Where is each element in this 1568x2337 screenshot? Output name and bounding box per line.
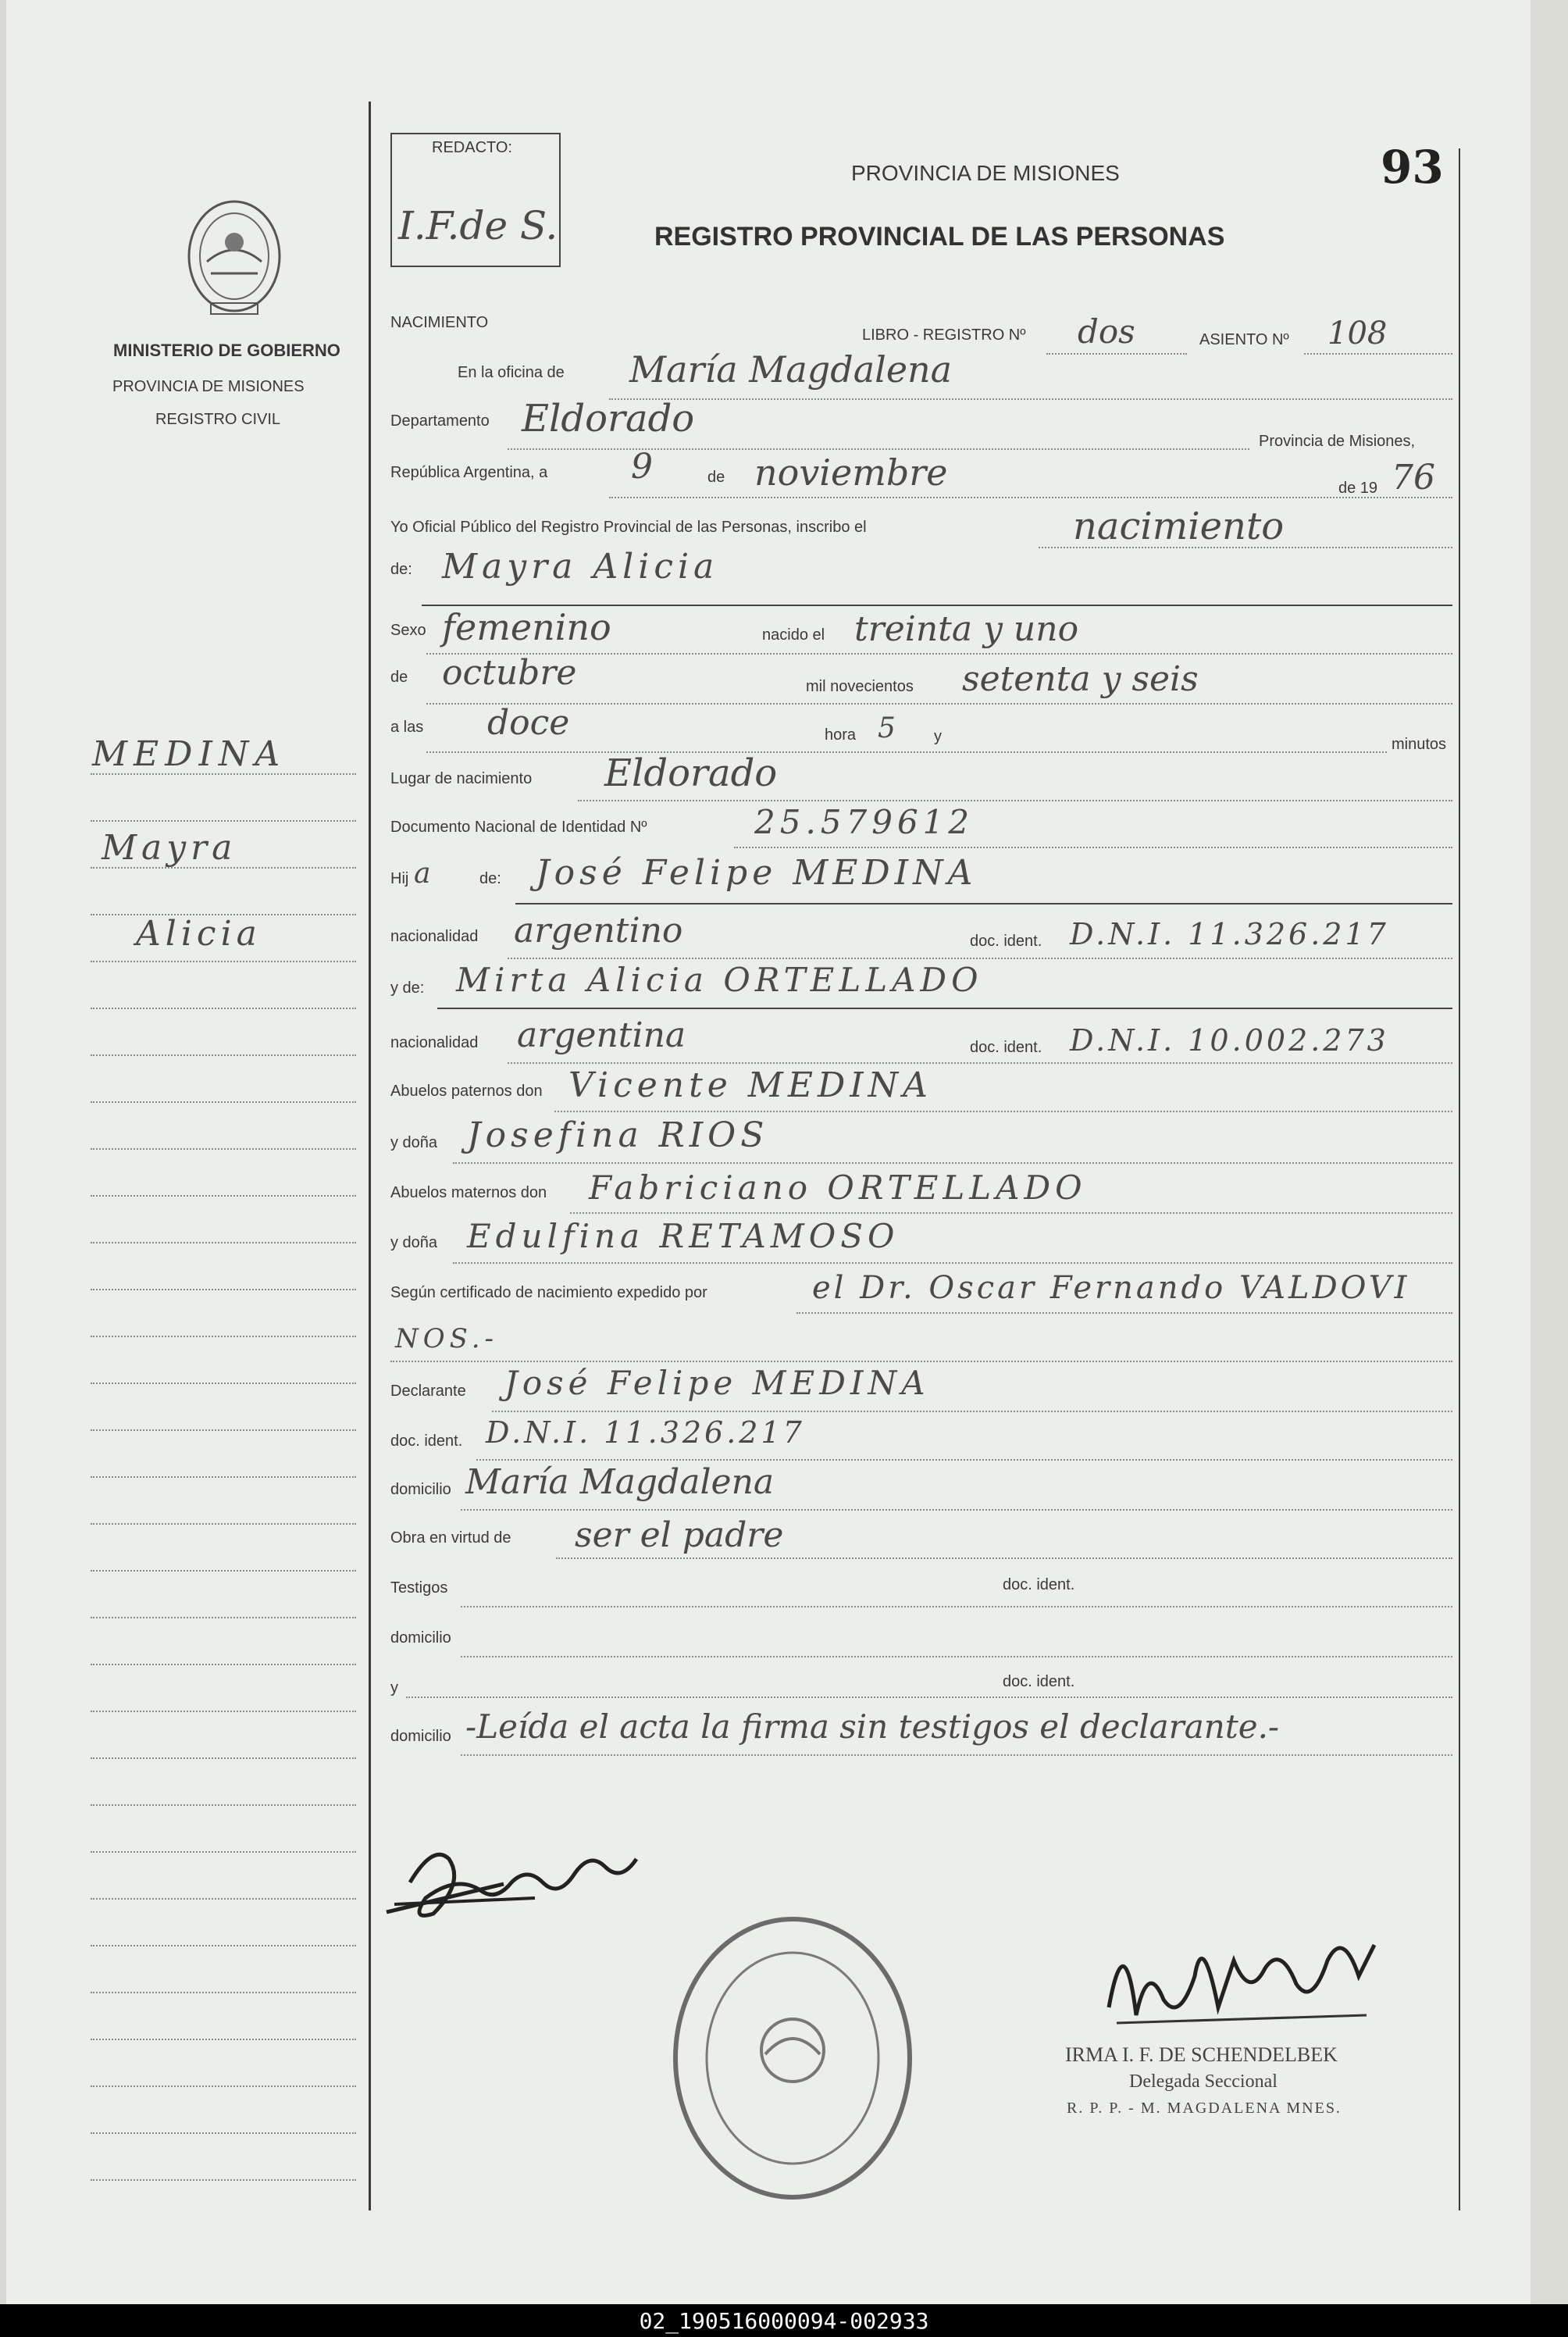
margin-line bbox=[91, 1945, 356, 1946]
mother-rule bbox=[437, 1008, 1452, 1009]
domicilio-declarante-line bbox=[461, 1509, 1452, 1511]
docid-mother-label: doc. ident. bbox=[970, 1039, 1042, 1056]
official-name: IRMA I. F. DE SCHENDELBEK bbox=[1065, 2043, 1338, 2066]
oficial-line bbox=[1039, 547, 1452, 548]
testigos-line bbox=[461, 1606, 1452, 1607]
margin-line bbox=[91, 773, 356, 775]
year-value: 76 bbox=[1392, 458, 1435, 498]
mil-value: setenta y seis bbox=[962, 659, 1199, 699]
abuelos-maternos-label: Abuelos maternos don bbox=[390, 1184, 547, 1201]
docid-declarante-line bbox=[476, 1459, 1452, 1461]
lugar-label: Lugar de nacimiento bbox=[390, 770, 533, 787]
libro-value: dos bbox=[1078, 312, 1135, 351]
certificado-value: el Dr. Oscar Fernando VALDOVI bbox=[812, 1270, 1410, 1306]
ydona-paternal-value: Josefina RIOS bbox=[467, 1115, 769, 1155]
margin-line bbox=[91, 2132, 356, 2134]
nacido-value: treinta y uno bbox=[854, 609, 1079, 649]
oficina-value: María Magdalena bbox=[629, 348, 953, 391]
margin-line bbox=[91, 1804, 356, 1806]
ministry-label: MINISTERIO DE GOBIERNO bbox=[113, 341, 340, 360]
hijo-suffix: a bbox=[414, 858, 431, 890]
margin-line bbox=[91, 867, 356, 869]
dni-value: 25.579612 bbox=[754, 803, 975, 841]
margin-line bbox=[91, 1851, 356, 1853]
year-label: de 19 bbox=[1338, 480, 1378, 497]
domicilio-declarante-label: domicilio bbox=[390, 1481, 451, 1498]
margin-line bbox=[91, 1617, 356, 1618]
margin-middle-name: Alicia bbox=[136, 914, 262, 954]
redacto-value: I.F.de S. bbox=[398, 203, 558, 248]
declarant-signature-icon bbox=[379, 1828, 644, 1929]
nacionalidad-father-line bbox=[508, 958, 1452, 959]
birth-month-value: octubre bbox=[442, 653, 577, 693]
page-edge bbox=[1531, 0, 1568, 2304]
closing-statement: -Leída el acta la firma sin testigos el declarante.- bbox=[465, 1707, 1280, 1746]
dni-line bbox=[734, 847, 1452, 848]
obra-line bbox=[556, 1557, 1452, 1559]
de-birth-month-label: de bbox=[390, 669, 408, 686]
nacionalidad-mother-line bbox=[508, 1062, 1452, 1064]
departamento-line bbox=[508, 448, 1249, 450]
nacido-label: nacido el bbox=[762, 626, 825, 644]
domicilio-testigo2-label: domicilio bbox=[390, 1728, 451, 1745]
nacionalidad-father-value: argentino bbox=[514, 911, 683, 951]
margin-line bbox=[91, 1148, 356, 1150]
margin-line bbox=[91, 1664, 356, 1665]
margin-line bbox=[91, 1336, 356, 1337]
declarante-line bbox=[492, 1411, 1452, 1412]
ydona-paternal-label: y doña bbox=[390, 1134, 438, 1151]
official-office: R. P. P. - M. MAGDALENA MNES. bbox=[1067, 2100, 1342, 2117]
margin-line bbox=[91, 1008, 356, 1009]
registry-label: REGISTRO CIVIL bbox=[155, 411, 281, 428]
ydona-maternal-value: Edulfina RETAMOSO bbox=[467, 1217, 900, 1255]
alas-value: doce bbox=[487, 703, 570, 743]
oficial-value: nacimiento bbox=[1073, 505, 1285, 548]
departamento-label: Departamento bbox=[390, 412, 490, 430]
margin-line bbox=[91, 1195, 356, 1197]
ydona-paternal-line bbox=[453, 1162, 1452, 1164]
alas-label: a las bbox=[390, 719, 424, 736]
y-minutes-label: y bbox=[934, 728, 942, 745]
margin-line bbox=[91, 1476, 356, 1478]
docid-testigo1-label: doc. ident. bbox=[1003, 1576, 1075, 1593]
redacto-label: REDACTO: bbox=[432, 139, 512, 156]
testigo2-y-label: y bbox=[390, 1679, 398, 1697]
margin-line bbox=[91, 2179, 356, 2181]
child-name-value: Mayra Alicia bbox=[442, 547, 719, 587]
departamento-value: Eldorado bbox=[522, 397, 695, 441]
birth-month-line bbox=[426, 703, 1452, 705]
margin-surname: MEDINA bbox=[92, 734, 287, 774]
minutos-label: minutos bbox=[1392, 736, 1447, 753]
obra-label: Obra en virtud de bbox=[390, 1529, 511, 1547]
domicilio-testigo2-line bbox=[461, 1754, 1452, 1756]
obra-value: ser el padre bbox=[575, 1515, 784, 1555]
lugar-line bbox=[578, 800, 1452, 801]
nacionalidad-mother-label: nacionalidad bbox=[390, 1034, 479, 1051]
registry-stamp-icon bbox=[664, 1906, 921, 2210]
certificado-line bbox=[796, 1312, 1452, 1314]
margin-line bbox=[91, 914, 356, 915]
margin-line bbox=[91, 1383, 356, 1384]
header-province: PROVINCIA DE MISIONES bbox=[851, 161, 1120, 185]
margin-line bbox=[91, 1570, 356, 1572]
asiento-label: ASIENTO Nº bbox=[1199, 331, 1289, 348]
libro-line bbox=[1046, 353, 1187, 355]
margin-line bbox=[91, 1898, 356, 1900]
republica-label: República Argentina, a bbox=[390, 464, 548, 481]
margin-line bbox=[91, 820, 356, 822]
margin-line bbox=[91, 1711, 356, 1712]
margin-first-name: Mayra bbox=[102, 828, 237, 868]
declarante-label: Declarante bbox=[390, 1383, 466, 1400]
month-value: noviembre bbox=[754, 451, 948, 494]
margin-line bbox=[91, 1523, 356, 1525]
docid-father-value: D.N.I. 11.326.217 bbox=[1070, 917, 1389, 951]
margin-line bbox=[91, 2039, 356, 2040]
image-code: 02_190516000094-002933 bbox=[639, 2308, 929, 2334]
docid-father-label: doc. ident. bbox=[970, 933, 1042, 950]
provincia-label: Provincia de Misiones, bbox=[1259, 433, 1416, 450]
docid-declarante-value: D.N.I. 11.326.217 bbox=[486, 1415, 805, 1450]
mil-label: mil novecientos bbox=[806, 678, 914, 695]
official-signature-icon bbox=[1101, 1914, 1382, 2054]
nacionalidad-father-label: nacionalidad bbox=[390, 928, 479, 945]
margin-line bbox=[91, 1054, 356, 1056]
abuelos-paternos-value: Vicente MEDINA bbox=[568, 1065, 932, 1105]
margin-line bbox=[91, 1992, 356, 1993]
abuelos-paternos-line bbox=[554, 1111, 1452, 1112]
oficina-label: En la oficina de bbox=[458, 364, 565, 381]
docid-declarante-label: doc. ident. bbox=[390, 1433, 463, 1450]
margin-line bbox=[91, 1757, 356, 1759]
father-value: José Felipe MEDINA bbox=[536, 853, 978, 893]
testigo2-line bbox=[406, 1697, 1452, 1698]
declarante-value: José Felipe MEDINA bbox=[504, 1364, 930, 1402]
abuelos-paternos-label: Abuelos paternos don bbox=[390, 1083, 543, 1100]
margin-line bbox=[91, 961, 356, 962]
yde-label: y de: bbox=[390, 979, 425, 997]
hora-value: 5 bbox=[878, 712, 896, 744]
left-province-label: PROVINCIA DE MISIONES bbox=[112, 378, 305, 395]
docid-testigo2-label: doc. ident. bbox=[1003, 1673, 1075, 1690]
mother-value: Mirta Alicia ORTELLADO bbox=[456, 961, 983, 999]
sexo-value: femenino bbox=[442, 606, 611, 648]
dni-label: Documento Nacional de Identidad Nº bbox=[390, 819, 647, 836]
margin-line bbox=[91, 1429, 356, 1431]
margin-line bbox=[91, 1242, 356, 1243]
oficina-line bbox=[609, 398, 1452, 400]
hijo-de-label: de: bbox=[479, 870, 501, 887]
nacimiento-label: NACIMIENTO bbox=[390, 314, 489, 331]
document-title: REGISTRO PROVINCIAL DE LAS PERSONAS bbox=[654, 222, 1225, 252]
certificado-line-2 bbox=[390, 1361, 1452, 1362]
left-panel-rule bbox=[369, 102, 371, 2210]
nacionalidad-mother-value: argentina bbox=[517, 1015, 686, 1055]
oficial-label: Yo Oficial Público del Registro Provincial de las Personas, inscribo el bbox=[390, 519, 867, 536]
provincial-seal-icon bbox=[180, 195, 289, 320]
abuelos-maternos-line bbox=[570, 1212, 1452, 1214]
margin-line bbox=[91, 2085, 356, 2087]
de-month-label: de bbox=[707, 469, 725, 486]
asiento-value: 108 bbox=[1327, 316, 1388, 351]
domicilio-declarante-value: María Magdalena bbox=[465, 1462, 775, 1502]
asiento-line bbox=[1304, 353, 1452, 355]
abuelos-maternos-value: Fabriciano ORTELLADO bbox=[589, 1168, 1087, 1207]
hora-line bbox=[426, 751, 1387, 753]
day-value: 9 bbox=[631, 447, 653, 487]
domicilio-testigo1-line bbox=[461, 1656, 1452, 1657]
margin-line bbox=[91, 1101, 356, 1103]
hora-label: hora bbox=[825, 726, 857, 744]
domicilio-testigo1-label: domicilio bbox=[390, 1629, 451, 1647]
father-rule bbox=[515, 903, 1452, 904]
certificado-label: Según certificado de nacimiento expedido por bbox=[390, 1284, 707, 1301]
testigos-label: Testigos bbox=[390, 1579, 448, 1597]
lugar-value: Eldorado bbox=[604, 751, 778, 795]
sexo-line bbox=[426, 653, 1452, 655]
certificado-continuation: NOS.- bbox=[395, 1323, 498, 1354]
folio-number: 93 bbox=[1381, 141, 1444, 194]
margin-line bbox=[91, 1289, 356, 1290]
official-title: Delegada Seccional bbox=[1129, 2071, 1278, 2092]
hijo-label: Hij bbox=[390, 870, 409, 887]
docid-mother-value: D.N.I. 10.002.273 bbox=[1070, 1023, 1389, 1058]
libro-label: LIBRO - REGISTRO Nº bbox=[862, 326, 1026, 344]
sexo-label: Sexo bbox=[390, 622, 426, 639]
ydona-maternal-label: y doña bbox=[390, 1234, 438, 1251]
de-name-label: de: bbox=[390, 561, 412, 578]
ydona-maternal-line bbox=[453, 1262, 1452, 1264]
right-panel-rule bbox=[1459, 148, 1460, 2210]
fecha-line bbox=[609, 497, 1452, 498]
